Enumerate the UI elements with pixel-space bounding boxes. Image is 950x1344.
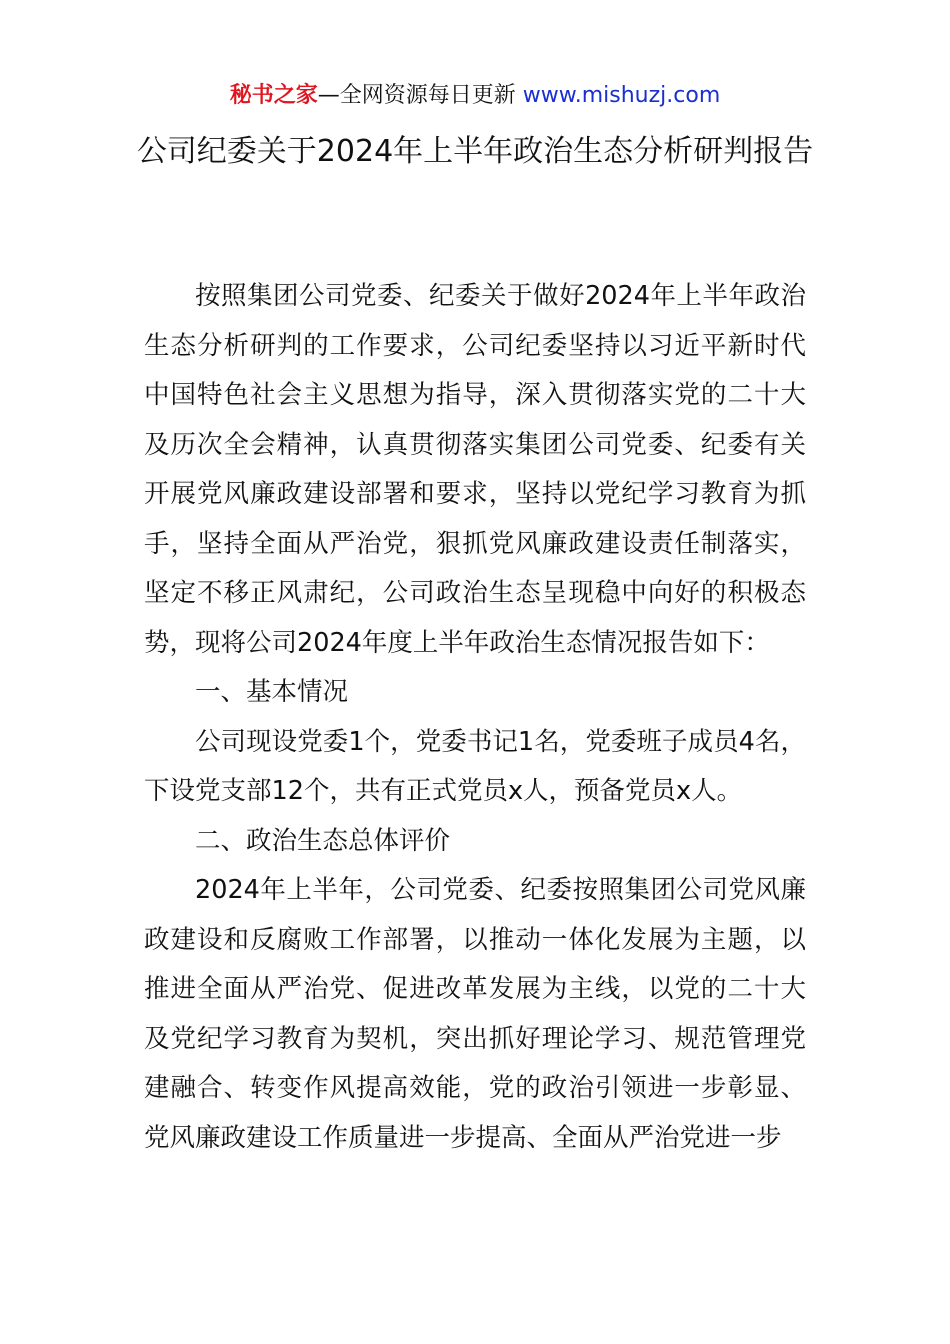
site-url-link[interactable]: www.mishuzj.com <box>515 83 721 108</box>
section-heading-overall-evaluation: 二、政治生态总体评价 <box>195 825 451 856</box>
document-body <box>144 272 806 1163</box>
site-header <box>0 80 950 112</box>
section-heading-basic-situation: 一、基本情况 <box>195 677 349 707</box>
body-paragraph-intro: 按照集团公司党委、纪委关于做好2024年上半年政治生态分析研判的工作要求，公司纪委坚持以习近平新时代中国特色社会主义思想为指导，深入贯彻落实党的二十大及历次全会精神，认真贯彻落实集团公司党委、纪委有关开展党风廉政建设部署和要求，坚持以党纪学习教育为抓手，坚持全面从严治党，狠抓党风廉政建设责任制落实，坚定不移正风肃纪，公司政治生态呈现稳中向好的积极态势，现将公司2024年度上半年政治生态情况报告如下： <box>144 281 806 658</box>
brand-name: 秘书之家 <box>229 83 318 108</box>
body-paragraph-overall-evaluation: 2024年上半年，公司党委、纪委按照集团公司党风廉政建设和反腐败工作部署，以推动一体化发展为主题，以推进全面从严治党、促进改革发展为主线，以党的二十大及党纪学习教育为契机，突出抓好理论学习、规范管理党建融合、转变作风提高效能，党的政治引领进一步彰显、党风廉政建设工作质量进一步提高、全面从严治党进一步 <box>144 875 806 1153</box>
header-tagline: —全网资源每日更新 <box>317 83 516 108</box>
body-paragraph-basic-situation: 公司现设党委1个，党委书记1名，党委班子成员4名，下设党支部12个，共有正式党员x人，预备党员x人。 <box>144 726 806 806</box>
document-title: 公司纪委关于2024年上半年政治生态分析研判报告 <box>136 134 814 169</box>
